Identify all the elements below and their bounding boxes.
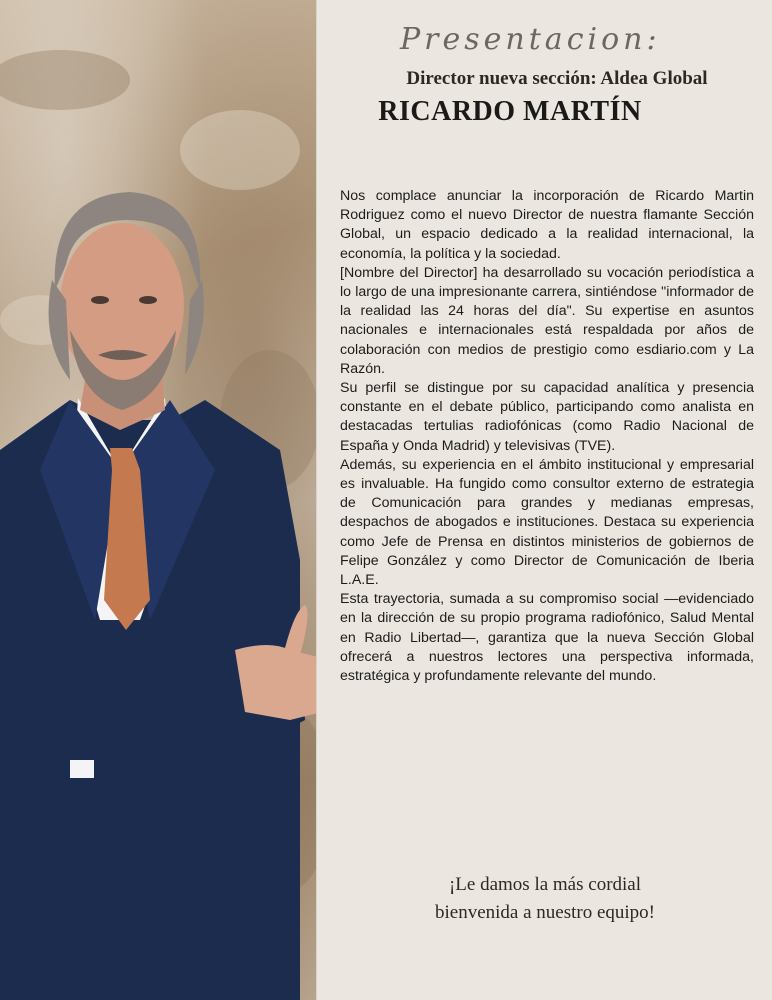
panel-divider [316, 0, 317, 1000]
paragraph-1: Nos complace anunciar la incorporación de Ricardo Martin Rodriguez como el nuevo Director de nuestra flamante Sección Global, un espacio dedicado a la realidad internacional, la economía, la política y la sociedad. [340, 188, 754, 262]
welcome-message [330, 871, 760, 927]
thumbs-up-hand [235, 645, 316, 720]
portrait-photo [0, 0, 316, 1000]
paragraph-2: [Nombre del Director] ha desarrollado su vocación periodística a lo largo de una impresionante carrera, sintiéndose "informador de la realidad las 24 horas del día". Su expertise en asuntos nacionales e internacionales está respaldada por años de colaboración con medios de prestigio como esdiario.com y La Razón. [340, 264, 754, 377]
paragraph-5: Esta trayectoria, sumada a su compromiso social —evidenciado en la dirección de su propio programa radiofónico, Salud Mental en Radio Libertad—, garantiza que la nueva Sección Global ofrecerá a nuestros lectores una perspectiva informada, estratégica y profundamente relevante del mundo. [340, 591, 754, 685]
director-name: RICARDO MARTÍN [378, 96, 642, 127]
presentation-heading: Presentacion: [400, 22, 661, 57]
welcome-line-2: bienvenida a nuestro equipo! [434, 902, 655, 923]
paragraph-3: Su perfil se distingue por su capacidad analítica y presencia constante en el debate público, participando como analista en destacadas tertulias radiofónicas (como Radio Nacional de España y Onda Madrid) y televisivas (TVE). [340, 380, 754, 454]
photo-panel [0, 0, 316, 1000]
announcement-body [340, 187, 754, 686]
welcome-line-1: ¡Le damos la más cordial [448, 874, 642, 895]
section-subtitle: Director nueva sección: Aldea Global [406, 68, 708, 89]
paragraph-4: Además, su experiencia en el ámbito institucional y empresarial es invaluable. Ha fungido como consultor externo de estrategia de Comunicación para grandes y medianas empresas, despachos de abogados e instituciones. Destaca su experiencia como Jefe de Prensa en distintos ministerios de gobiernos de Felipe González y como Director de Comunicación de Iberia L.A.E. [340, 456, 754, 589]
